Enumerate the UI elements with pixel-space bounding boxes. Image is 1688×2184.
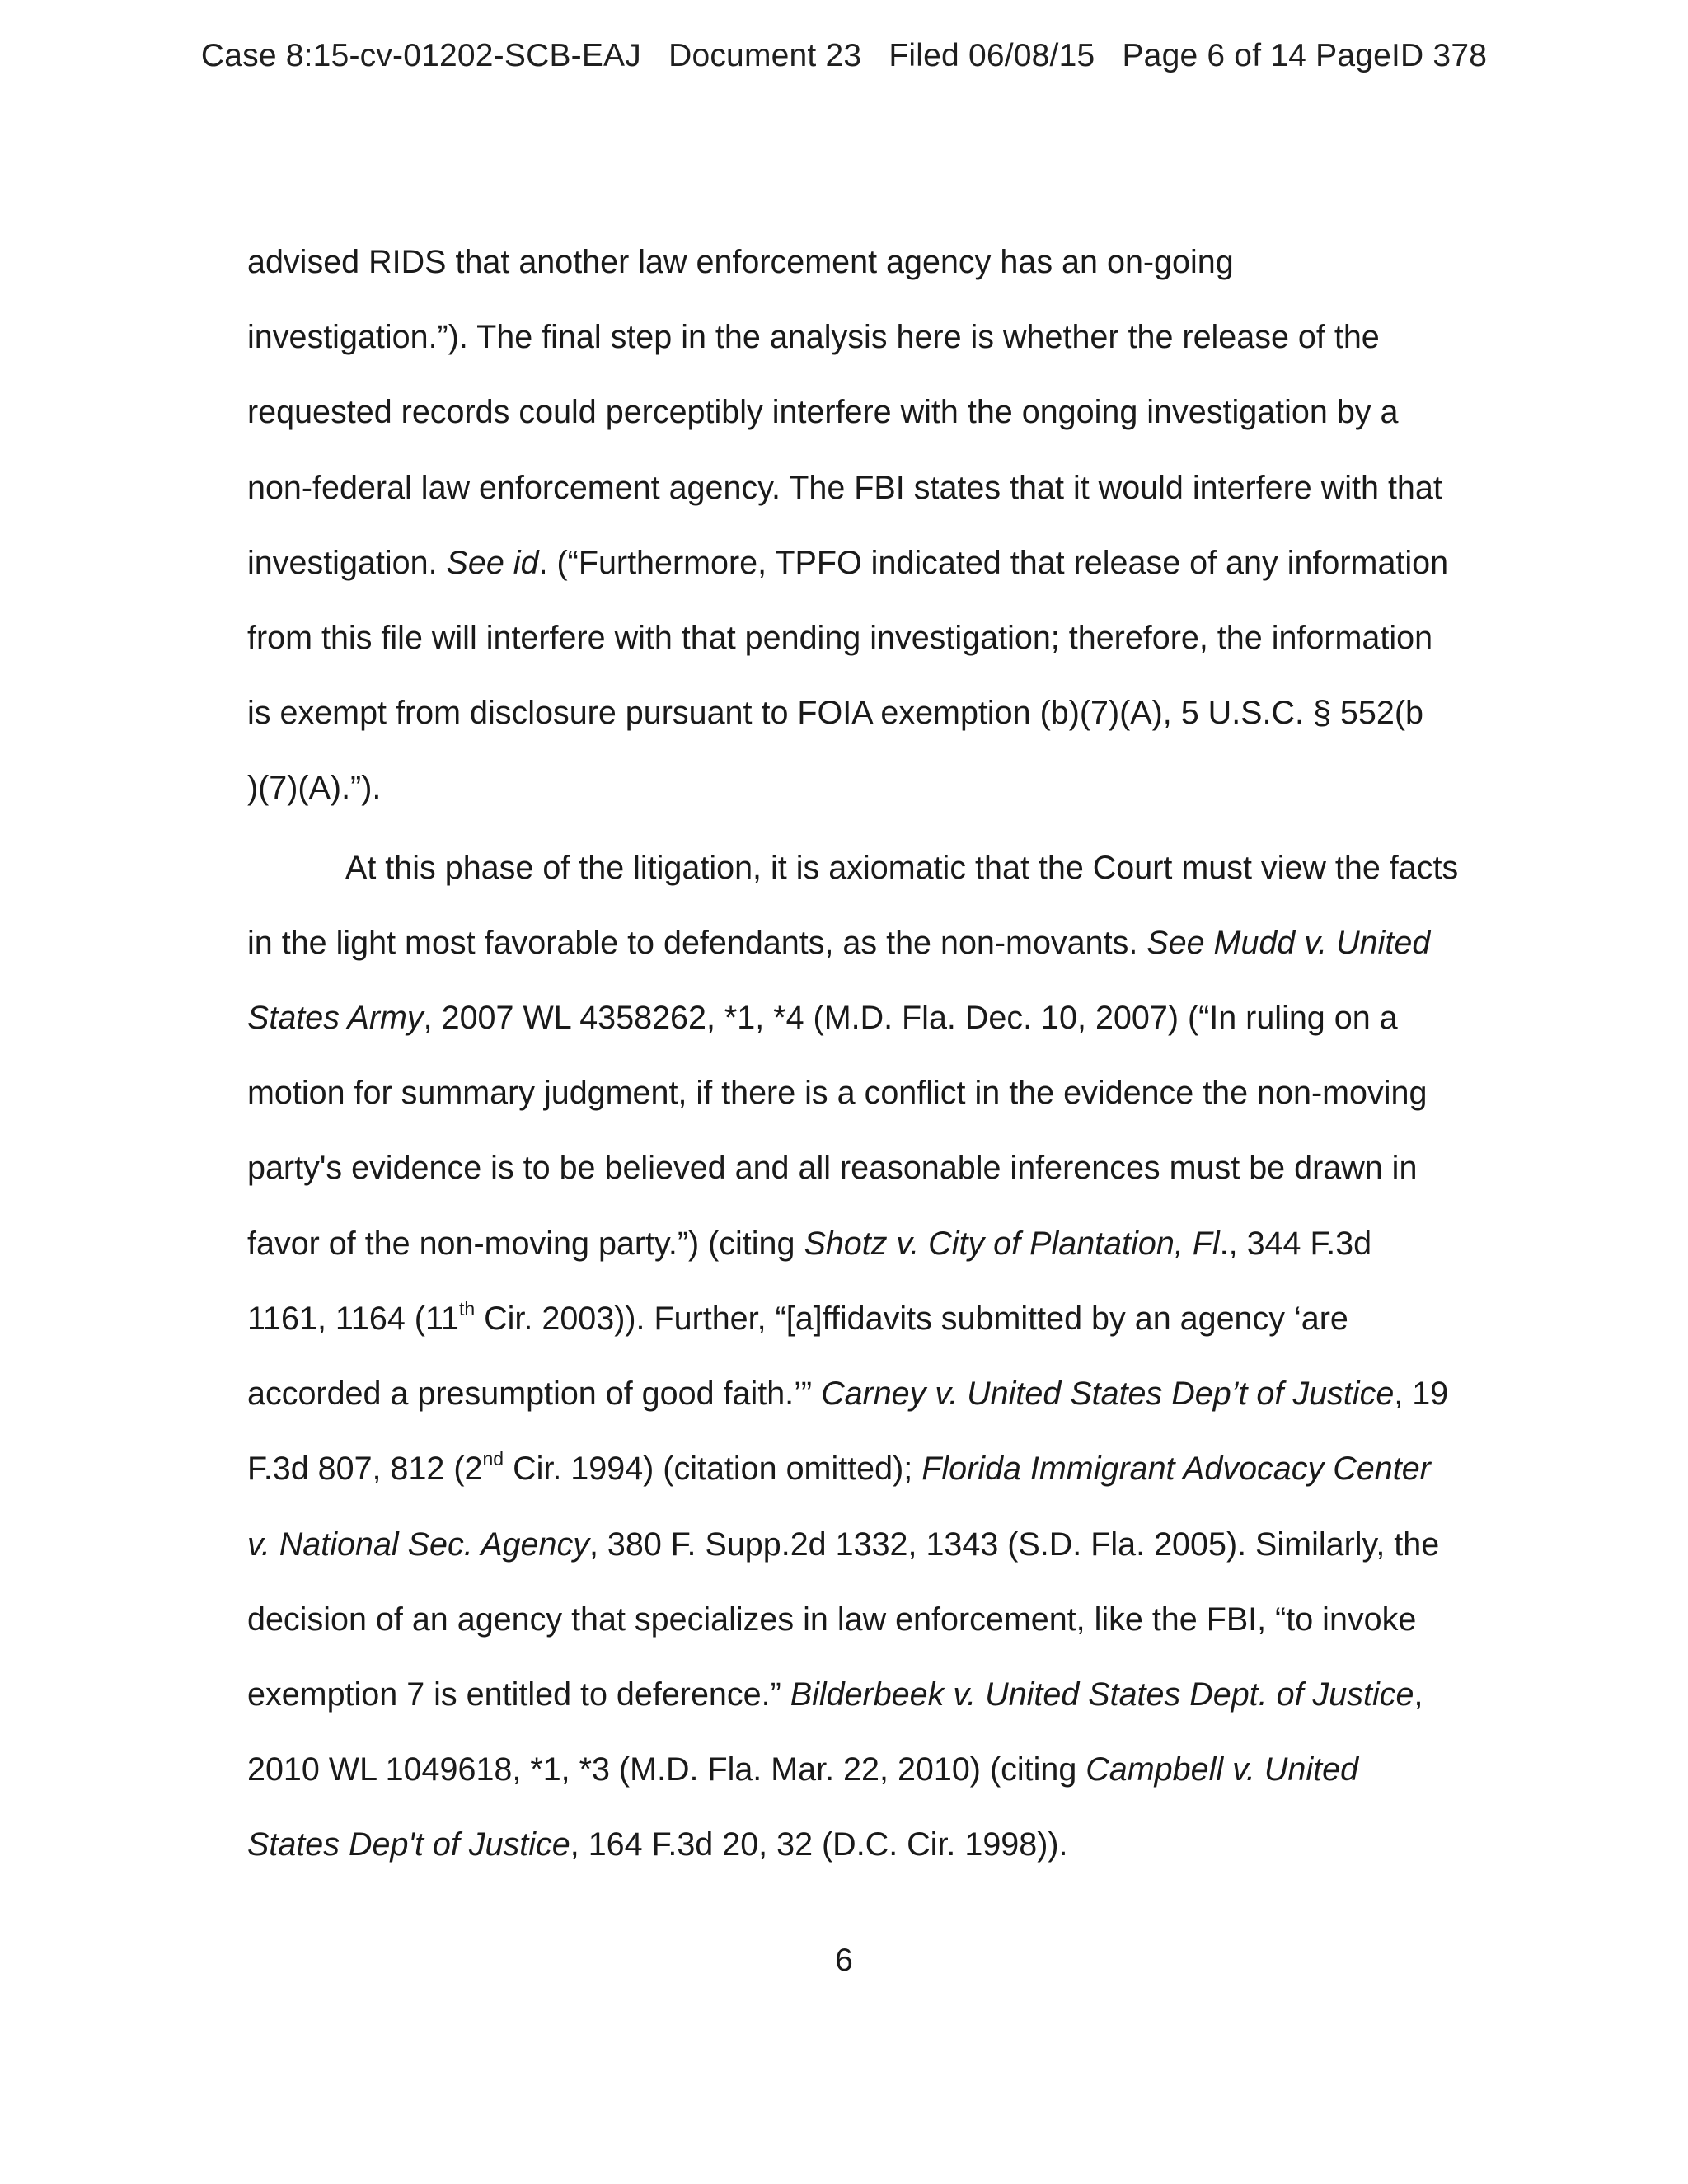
body-line: 2010 WL 1049618, *1, *3 (M.D. Fla. Mar. 22, 2010) (citing Campbell v. United (247, 1751, 1359, 1788)
citation-italic: Campbell v. United (1085, 1751, 1359, 1788)
body-line: exemption 7 is entitled to deference.” Bilderbeek v. United States Dept. of Justice, (247, 1676, 1423, 1713)
body-line: v. National Sec. Agency, 380 F. Supp.2d 1332, 1343 (S.D. Fla. 2005). Similarly, the (247, 1526, 1440, 1563)
citation-italic: Carney v. United States Dep’t of Justice (821, 1376, 1395, 1412)
page-number: 6 (835, 1943, 853, 1978)
body-line: requested records could perceptibly interfere with the ongoing investigation by a (247, 394, 1399, 430)
citation-italic: States Dep't of Justice (247, 1826, 570, 1863)
body-line: in the light most favorable to defendants, as the non-movants. See Mudd v. United (247, 925, 1431, 961)
body-line: F.3d 807, 812 (2nd Cir. 1994) (citation omitted); Florida Immigrant Advocacy Center (247, 1448, 1431, 1487)
body-line: investigation. See id. (“Furthermore, TPFO indicated that release of any information (247, 545, 1449, 581)
document-header (0, 38, 1688, 74)
filed-date: Filed 06/08/15 (889, 38, 1095, 73)
citation-italic: States Army (247, 1000, 424, 1036)
body-line: favor of the non-moving party.”) (citing Shotz v. City of Plantation, Fl., 344 F.3d (247, 1226, 1372, 1262)
page-id: PageID 378 (1315, 38, 1488, 73)
citation-italic: See id (446, 545, 539, 581)
body-line: 1161, 1164 (11th Cir. 2003)). Further, “[a]ffidavits submitted by an agency ‘are (247, 1298, 1348, 1337)
citation-italic: Shotz v. City of Plantation, Fl (804, 1226, 1220, 1262)
paragraph-start: At this phase of the litigation, it is axiomatic that the Court must view the facts (345, 850, 1459, 886)
body-line: decision of an agency that specializes in law enforcement, like the FBI, “to invoke (247, 1601, 1417, 1638)
page-count: Page 6 of 14 (1122, 38, 1307, 73)
body-line: investigation.”). The final step in the analysis here is whether the release of the (247, 319, 1380, 355)
body-line: States Army, 2007 WL 4358262, *1, *4 (M.D. Fla. Dec. 10, 2007) (“In ruling on a (247, 1000, 1398, 1036)
body-line: motion for summary judgment, if there is a conflict in the evidence the non-moving (247, 1075, 1428, 1111)
body-line: non-federal law enforcement agency. The FBI states that it would interfere with that (247, 470, 1442, 506)
citation-italic: Florida Immigrant Advocacy Center (921, 1451, 1431, 1487)
citation-italic: See Mudd v. United (1146, 925, 1431, 961)
ordinal-suffix: nd (482, 1448, 504, 1469)
body-line: from this file will interfere with that pending investigation; therefore, the information (247, 620, 1433, 656)
document-number: Document 23 (668, 38, 862, 73)
body-line: advised RIDS that another law enforcement agency has an on-going (247, 244, 1234, 280)
body-line: accorded a presumption of good faith.’” Carney v. United States Dep’t of Justice, 19 (247, 1376, 1449, 1412)
body-line: is exempt from disclosure pursuant to FOIA exemption (b)(7)(A), 5 U.S.C. § 552(b (247, 695, 1423, 731)
ordinal-suffix: th (458, 1298, 476, 1319)
citation-italic: Bilderbeek v. United States Dept. of Justice (790, 1676, 1414, 1713)
body-line: )(7)(A).”). (247, 770, 382, 806)
body-line: States Dep't of Justice, 164 F.3d 20, 32 (D.C. Cir. 1998)). (247, 1826, 1068, 1863)
citation-italic: v. National Sec. Agency (247, 1526, 589, 1563)
case-number: Case 8:15-cv-01202-SCB-EAJ (200, 38, 641, 73)
body-line: party's evidence is to be believed and all reasonable inferences must be drawn in (247, 1150, 1418, 1186)
